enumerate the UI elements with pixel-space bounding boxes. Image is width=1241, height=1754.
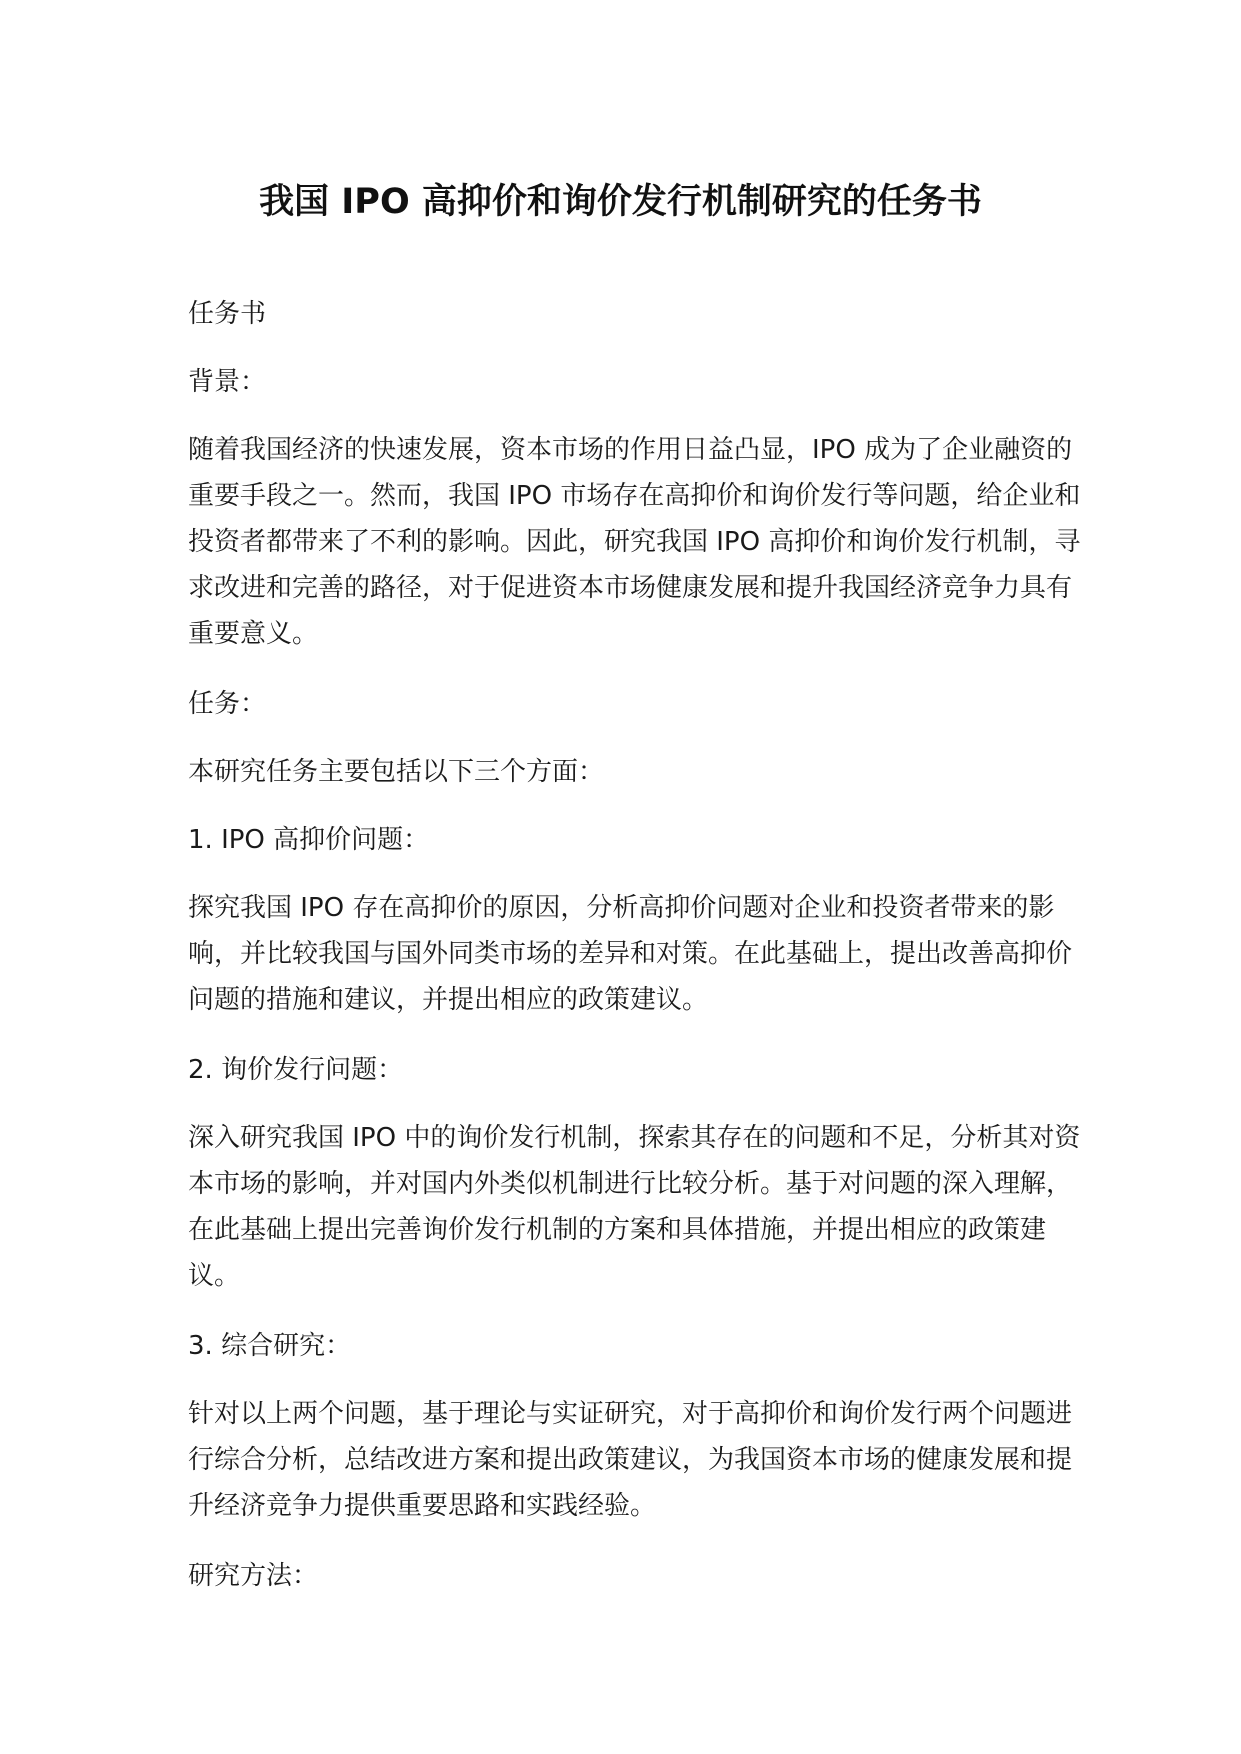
document-body	[188, 291, 1088, 1621]
heading-task-book: 任务书	[188, 299, 267, 329]
paragraph-tasks-intro: 本研究任务主要包括以下三个方面：	[188, 757, 605, 787]
paragraph-ipo-underpricing: 探究我国 IPO 存在高抑价的原因，分析高抑价问题对企业和投资者带来的影响，并比较我国与国外同类市场的差异和对策。在此基础上，提出改善高抑价问题的措施和建议，并提出相应的政策建议。	[188, 893, 1073, 1015]
paragraph-bookbuilding: 深入研究我国 IPO 中的询价发行机制，探索其存在的问题和不足，分析其对资本市场的影响，并对国内外类似机制进行比较分析。基于对问题的深入理解，在此基础上提出完善询价发行机制的方案和具体措施，并提出相应的政策建议。	[188, 1123, 1081, 1291]
paragraph-comprehensive-research: 针对以上两个问题，基于理论与实证研究，对于高抑价和询价发行两个问题进行综合分析，总结改进方案和提出政策建议，为我国资本市场的健康发展和提升经济竞争力提供重要思路和实践经验。	[188, 1399, 1073, 1521]
document-title: 我国 IPO 高抑价和询价发行机制研究的任务书	[259, 182, 982, 222]
heading-background: 背景：	[188, 367, 267, 397]
paragraph-background: 随着我国经济的快速发展，资本市场的作用日益凸显，IPO 成为了企业融资的重要手段之一。然而，我国 IPO 市场存在高抑价和询价发行等问题，给企业和投资者都带来了不利的影响。因此，研究我国 IPO 高抑价和询价发行机制，寻求改进和完善的路径，对于促进资本市场健康发展和提升我国经济竞争力具有重要意义。	[188, 435, 1081, 649]
heading-bookbuilding: 2. 询价发行问题：	[188, 1055, 404, 1085]
heading-ipo-underpricing: 1. IPO 高抑价问题：	[188, 825, 430, 855]
heading-research-methods: 研究方法：	[188, 1561, 319, 1591]
heading-tasks: 任务：	[188, 689, 267, 719]
heading-comprehensive-research: 3. 综合研究：	[188, 1331, 352, 1361]
